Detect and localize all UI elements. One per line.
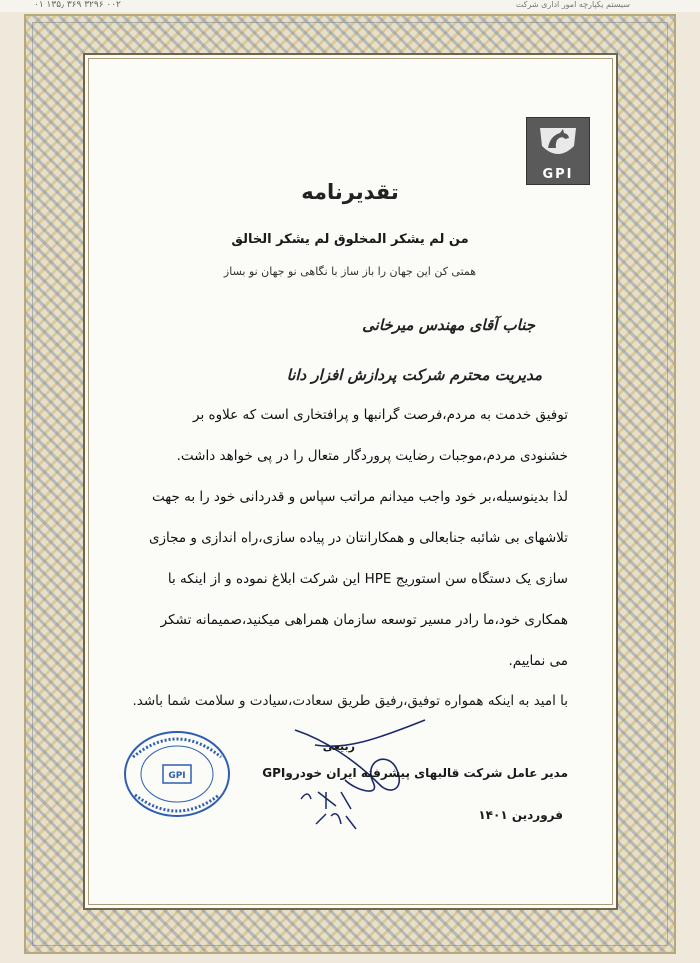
- verse-line-1: من لم یشکر المخلوق لم یشکر الخالق: [231, 232, 469, 247]
- closing-line: با امید به اینکه همواره توفیق،رفیق طریق سعادت،سیادت و سلامت شما باشد.: [132, 693, 568, 709]
- logo-text: GPI: [542, 167, 574, 182]
- reference-number: ۰۱ ۱۳۵٫ ۳۶۹ ۳۲۹۶ ۰۰۲: [34, 0, 121, 10]
- body-line: همکاری خود،ما رادر مسیر توسعه سازمان همراهی میکنید،صمیمانه تشکر: [160, 612, 568, 628]
- horse-emblem-icon: [538, 124, 578, 162]
- salutation: جناب آقای مهندس میرخانی: [362, 316, 535, 334]
- page-title: تقدیرنامه: [301, 180, 399, 204]
- company-stamp: [121, 727, 233, 821]
- svg-text:GPI: GPI: [168, 771, 186, 781]
- verse-line-2: همتی کن این جهان را باز ساز با نگاهی نو جهان نو بساز: [223, 265, 477, 278]
- body-line: می نماییم.: [508, 653, 568, 669]
- body-line: خشنودی مردم،موجبات رضایت پروردگار متعال را در پی خواهد داشت.: [176, 448, 568, 464]
- body-line: توفیق خدمت به مردم،فرصت گرانبها و پرافتخاری است که علاوه بر: [193, 407, 568, 423]
- body-line: تلاشهای بی شائبه جنابعالی و همکارانتان در پیاده سازی،راه اندازی و مجازی: [148, 530, 568, 546]
- signatory-title: مدیر عامل شرکت قالبهای پیشرفته ایران خودروGPI: [262, 766, 568, 780]
- top-strip: [0, 0, 700, 12]
- body-line: سازی یک دستگاه سن استوریج HPE این شرکت ابلاغ نموده و از اینکه با: [167, 571, 568, 587]
- handwritten-date: [296, 784, 366, 844]
- body-line: لذا بدینوسیله،بر خود واجب میدانم مراتب سپاس و قدردانی خود را به جهت: [151, 489, 568, 505]
- system-header-text: سیستم ‌یکپارچه‌ امور اداری ‌شرکت: [515, 0, 630, 9]
- gpi-logo: [526, 117, 590, 185]
- recipient-company: مدیریت محترم شرکت پردازش افزار دانا: [286, 366, 542, 384]
- issue-date: فروردین ۱۴۰۱: [478, 808, 563, 822]
- signatory-name: ربیعی: [322, 740, 355, 753]
